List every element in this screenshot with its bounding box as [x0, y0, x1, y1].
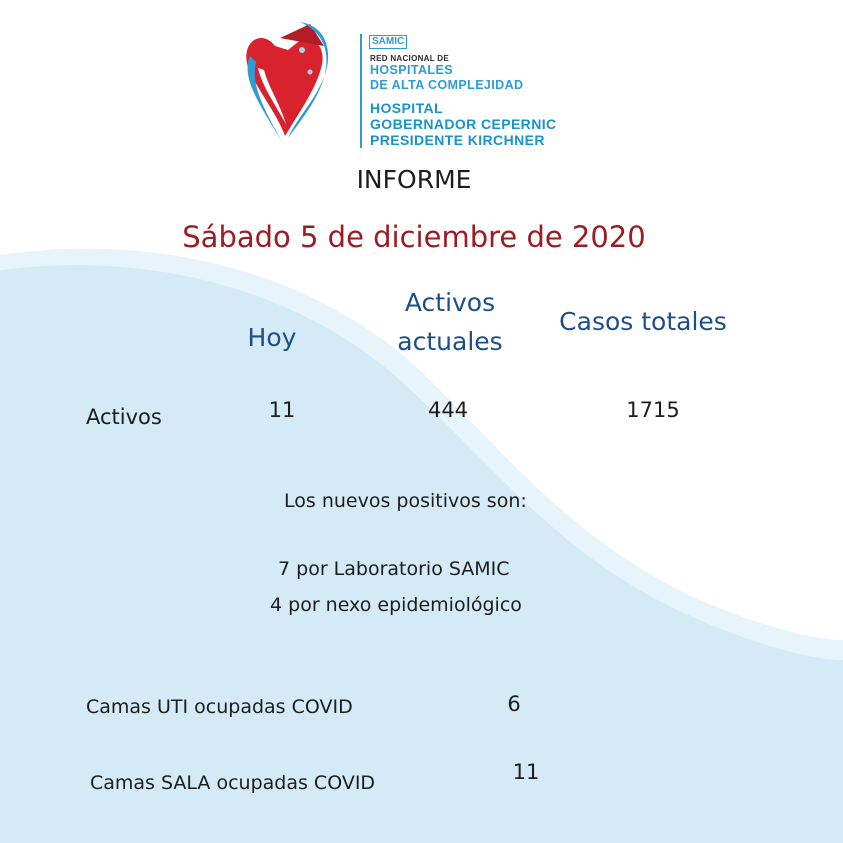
nuevos-nexo: 4 por nexo epidemiológico — [270, 594, 522, 616]
report-date: Sábado 5 de diciembre de 2020 — [182, 220, 646, 254]
samic-heart-logo — [240, 16, 340, 156]
camas-sala-value: 11 — [512, 760, 540, 784]
value-activos-actuales: 444 — [427, 398, 469, 422]
page-title: INFORME — [356, 165, 472, 194]
nuevos-laboratorio: 7 por Laboratorio SAMIC — [278, 558, 510, 580]
logo-badge: SAMIC — [369, 35, 407, 49]
value-hoy: 11 — [268, 398, 296, 422]
logo-network-label: RED NACIONAL DE — [370, 54, 450, 63]
logo-line-complejidad: DE ALTA COMPLEJIDAD — [370, 78, 524, 92]
header-hoy: Hoy — [247, 323, 297, 352]
header-activos-line2: actuales — [397, 327, 503, 356]
header-activos-line1: Activos — [404, 288, 496, 317]
nuevos-intro: Los nuevos positivos son: — [284, 490, 527, 512]
logo-line-gobernador: GOBERNADOR CEPERNIC — [370, 116, 557, 132]
row-label-activos: Activos — [86, 405, 162, 429]
value-casos-totales: 1715 — [626, 398, 680, 422]
camas-uti-label: Camas UTI ocupadas COVID — [86, 696, 353, 718]
camas-sala-label: Camas SALA ocupadas COVID — [90, 772, 376, 794]
logo-divider — [360, 34, 362, 148]
camas-uti-value: 6 — [507, 692, 521, 716]
logo-line-hospital: HOSPITAL — [370, 100, 443, 116]
logo-line-hospitales: HOSPITALES — [370, 63, 453, 77]
logo-line-presidente: PRESIDENTE KIRCHNER — [370, 132, 545, 148]
header-casos-totales: Casos totales — [559, 307, 727, 336]
